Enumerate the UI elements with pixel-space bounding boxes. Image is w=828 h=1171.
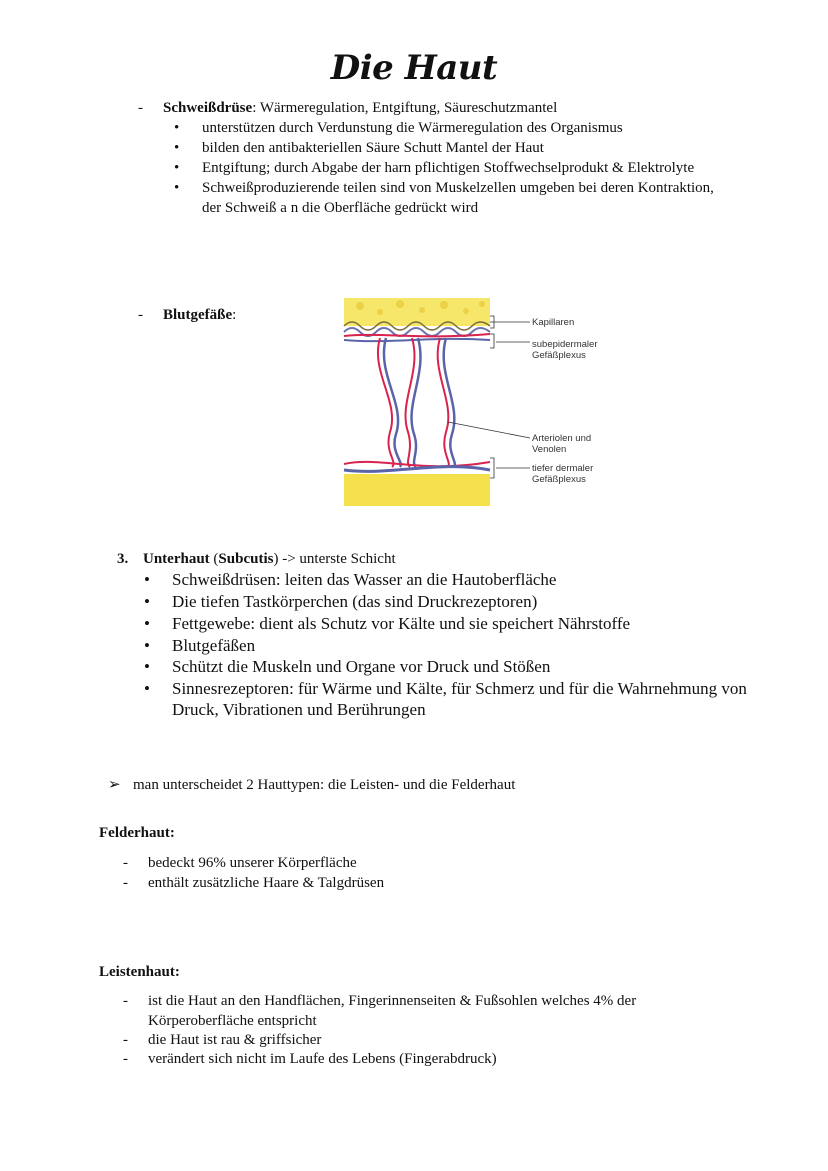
section-number: 3. (117, 551, 129, 567)
sweat-bullet-cont: der Schweiß a n die Oberfläche gedrückt wird (202, 200, 479, 216)
dash-marker: - (123, 855, 128, 871)
bullet-dot: • (174, 160, 180, 176)
sweat-bullet: Schweißproduzierende teilen sind von Muskelzellen umgeben bei deren Kontraktion, (202, 180, 714, 196)
leistenhaut-item: die Haut ist rau & griffsicher (148, 1032, 322, 1048)
subcutis-bullet: Die tiefen Tastkörperchen (das sind Druckrezeptoren) (172, 592, 538, 611)
label-arteriolen-2: Venolen (532, 444, 567, 455)
subcutis-bullet: Fettgewebe: dient als Schutz vor Kälte und sie speichert Nährstoffe (172, 614, 631, 633)
dash-marker: - (138, 100, 143, 116)
label-tiefer-2: Gefäßplexus (532, 474, 586, 485)
blood-vessel-diagram (340, 292, 630, 512)
bullet-dot: • (174, 140, 180, 156)
dash-marker: - (123, 1051, 128, 1067)
sweat-heading-bold: Schweißdrüse (163, 100, 253, 116)
subcutis-heading-bold-2: Subcutis (218, 551, 274, 567)
vessels-heading-rest: : (232, 307, 237, 323)
subcutis-fat-layer (344, 474, 490, 506)
leistenhaut-item-cont: Körperoberfläche entspricht (148, 1013, 317, 1029)
subcutis-heading-mid: ( (209, 551, 219, 567)
label-arteriolen-1: Arteriolen und (532, 433, 592, 444)
subcutis-bullet: Sinnesrezeptoren: für Wärme und Kälte, für Schmerz und für die Wahrnehmung von (172, 679, 747, 698)
bullet-dot: • (174, 180, 180, 196)
subcutis-bullet: Schützt die Muskeln und Organe vor Druck und Stößen (172, 657, 551, 676)
subcutis-bullet: Blutgefäßen (172, 636, 256, 655)
bullet-dot: • (144, 570, 150, 589)
bullet-dot: • (144, 614, 150, 633)
label-kapillaren: Kapillaren (532, 317, 575, 328)
subcutis-heading-end: ) -> unterste Schicht (273, 551, 396, 567)
vessels-heading-bold: Blutgefäße (163, 307, 233, 323)
subcutis-bullet-cont: Druck, Vibrationen und Berührungen (172, 700, 426, 719)
sweat-bullet: Entgiftung; durch Abgabe der harn pflichtigen Stoffwechselprodukt & Elektrolyte (202, 160, 695, 176)
sweat-heading-rest: : Wärmeregulation, Entgiftung, Säureschutzmantel (252, 100, 558, 116)
bullet-dot: • (174, 120, 180, 136)
felderhaut-heading: Felderhaut: (99, 825, 175, 841)
sweat-bullet: unterstützen durch Verdunstung die Wärmeregulation des Organismus (202, 120, 623, 136)
sweat-bullet: bilden den antibakteriellen Säure Schutt Mantel der Haut (202, 140, 544, 156)
subcutis-bullet: Schweißdrüsen: leiten das Wasser an die Hautoberfläche (172, 570, 557, 589)
felderhaut-item: bedeckt 96% unserer Körperfläche (148, 855, 357, 871)
dash-marker: - (123, 1032, 128, 1048)
subcutis-heading (143, 549, 396, 569)
types-text: man unterscheidet 2 Hauttypen: die Leisten- und die Felderhaut (133, 777, 516, 793)
arrow-marker: ➢ (108, 777, 121, 793)
bullet-dot: • (144, 657, 150, 676)
label-subepidermal-1: subepidermaler (532, 339, 598, 350)
leistenhaut-heading: Leistenhaut: (99, 964, 180, 980)
bullet-dot: • (144, 592, 150, 611)
label-subepidermal-2: Gefäßplexus (532, 350, 586, 361)
vessels-heading (163, 305, 236, 325)
dash-marker: - (123, 875, 128, 891)
label-tiefer-1: tiefer dermaler (532, 463, 594, 474)
felderhaut-item: enthält zusätzliche Haare & Talgdrüsen (148, 875, 385, 891)
sweat-heading (163, 98, 557, 118)
bullet-dot: • (144, 679, 150, 698)
dash-marker: - (123, 993, 128, 1009)
dash-marker: - (138, 307, 143, 323)
bullet-dot: • (144, 636, 150, 655)
leistenhaut-item: verändert sich nicht im Laufe des Lebens (Fingerabdruck) (148, 1051, 497, 1067)
leistenhaut-item: ist die Haut an den Handflächen, Fingerinnenseiten & Fußsohlen welches 4% der (148, 993, 637, 1009)
subcutis-heading-bold-1: Unterhaut (143, 551, 210, 567)
page-title: Die Haut (330, 48, 498, 88)
